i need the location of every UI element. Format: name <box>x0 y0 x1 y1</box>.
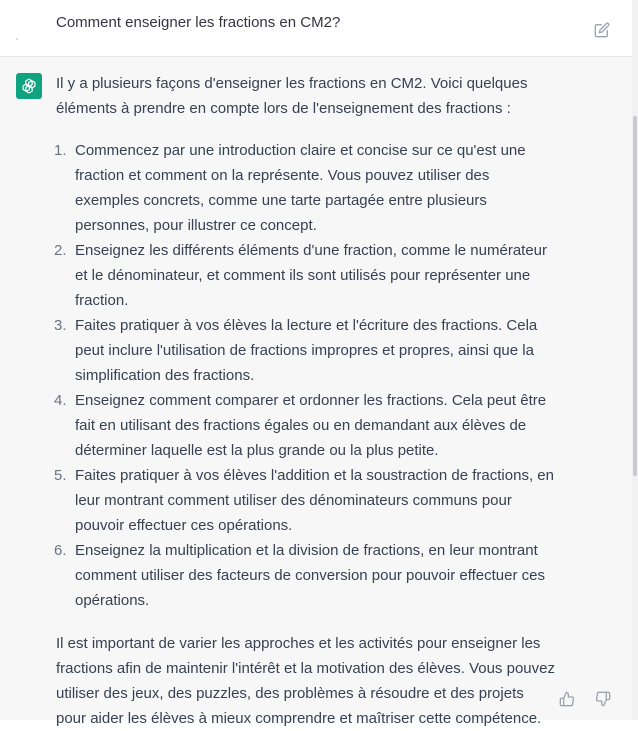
thumbs-up-icon <box>559 691 575 707</box>
assistant-message-content <box>56 71 556 731</box>
list-item-number: 1. <box>54 142 67 159</box>
assistant-message-row <box>0 57 632 727</box>
scrollbar[interactable] <box>632 0 638 720</box>
list-item-text: Enseignez la multiplication et la division de fractions, en leur montrant comment utiliser des facteurs de conversion pour pouvoir effectuer ces opérations. <box>75 542 545 609</box>
list-item-text: Enseignez comment comparer et ordonner les fractions. Cela peut être fait en utilisant des fractions égales ou en demandant aux élèves de déterminer laquelle est la plus grande ou la plus petite. <box>75 392 547 459</box>
list-item-text: Commencez par une introduction claire et concise sur ce qu'est une fraction et comment on la représente. Vous pouvez utiliser des exemples concrets, comme une tarte partagée entre plusieurs personnes, pour illustrer ce concept. <box>75 142 526 234</box>
steps-list <box>56 138 556 613</box>
openai-logo-icon <box>20 77 38 95</box>
list-item <box>56 388 556 463</box>
user-message-row <box>0 0 632 57</box>
list-item-number: 6. <box>54 542 67 559</box>
assistant-avatar <box>16 73 42 99</box>
list-item <box>56 313 556 388</box>
list-item-text: Faites pratiquer à vos élèves l'addition et la soustraction de fractions, en leur montrant comment utiliser des dénominateurs communs pour pouvoir effectuer ces opérations. <box>75 467 554 534</box>
list-item-number: 2. <box>54 242 67 259</box>
user-message-text: Comment enseigner les fractions en CM2? <box>56 14 341 31</box>
list-item-number: 3. <box>54 317 67 334</box>
list-item-number: 4. <box>54 392 67 409</box>
intro-paragraph: Il y a plusieurs façons d'enseigner les fractions en CM2. Voici quelques éléments à prendre en compte lors de l'enseignement des fractions : <box>56 75 528 117</box>
edit-button[interactable] <box>594 22 610 38</box>
dislike-button[interactable] <box>595 691 611 707</box>
edit-icon <box>594 22 610 38</box>
list-item <box>56 463 556 538</box>
list-item <box>56 238 556 313</box>
list-item <box>56 538 556 613</box>
like-button[interactable] <box>559 691 575 707</box>
conclusion-paragraph: Il est important de varier les approches et les activités pour enseigner les fractions afin de maintenir l'intérêt et la motivation des élèves. Vous pouvez utiliser des jeux, des puzzles, des problèmes à résoudre et des projets pour aider les élèves à mieux comprendre et maîtriser cette compétence. <box>56 635 555 727</box>
list-item <box>56 138 556 238</box>
list-item-number: 5. <box>54 467 67 484</box>
user-avatar-dot <box>16 38 18 40</box>
scrollbar-thumb[interactable] <box>633 116 637 476</box>
list-item-text: Faites pratiquer à vos élèves la lecture et l'écriture des fractions. Cela peut inclure l'utilisation de fractions impropres et propres, ainsi que la simplification des fractions. <box>75 317 538 384</box>
thumbs-down-icon <box>595 691 611 707</box>
list-item-text: Enseignez les différents éléments d'une fraction, comme le numérateur et le dénominateur, et comment ils sont utilisés pour représenter une fraction. <box>75 242 548 309</box>
